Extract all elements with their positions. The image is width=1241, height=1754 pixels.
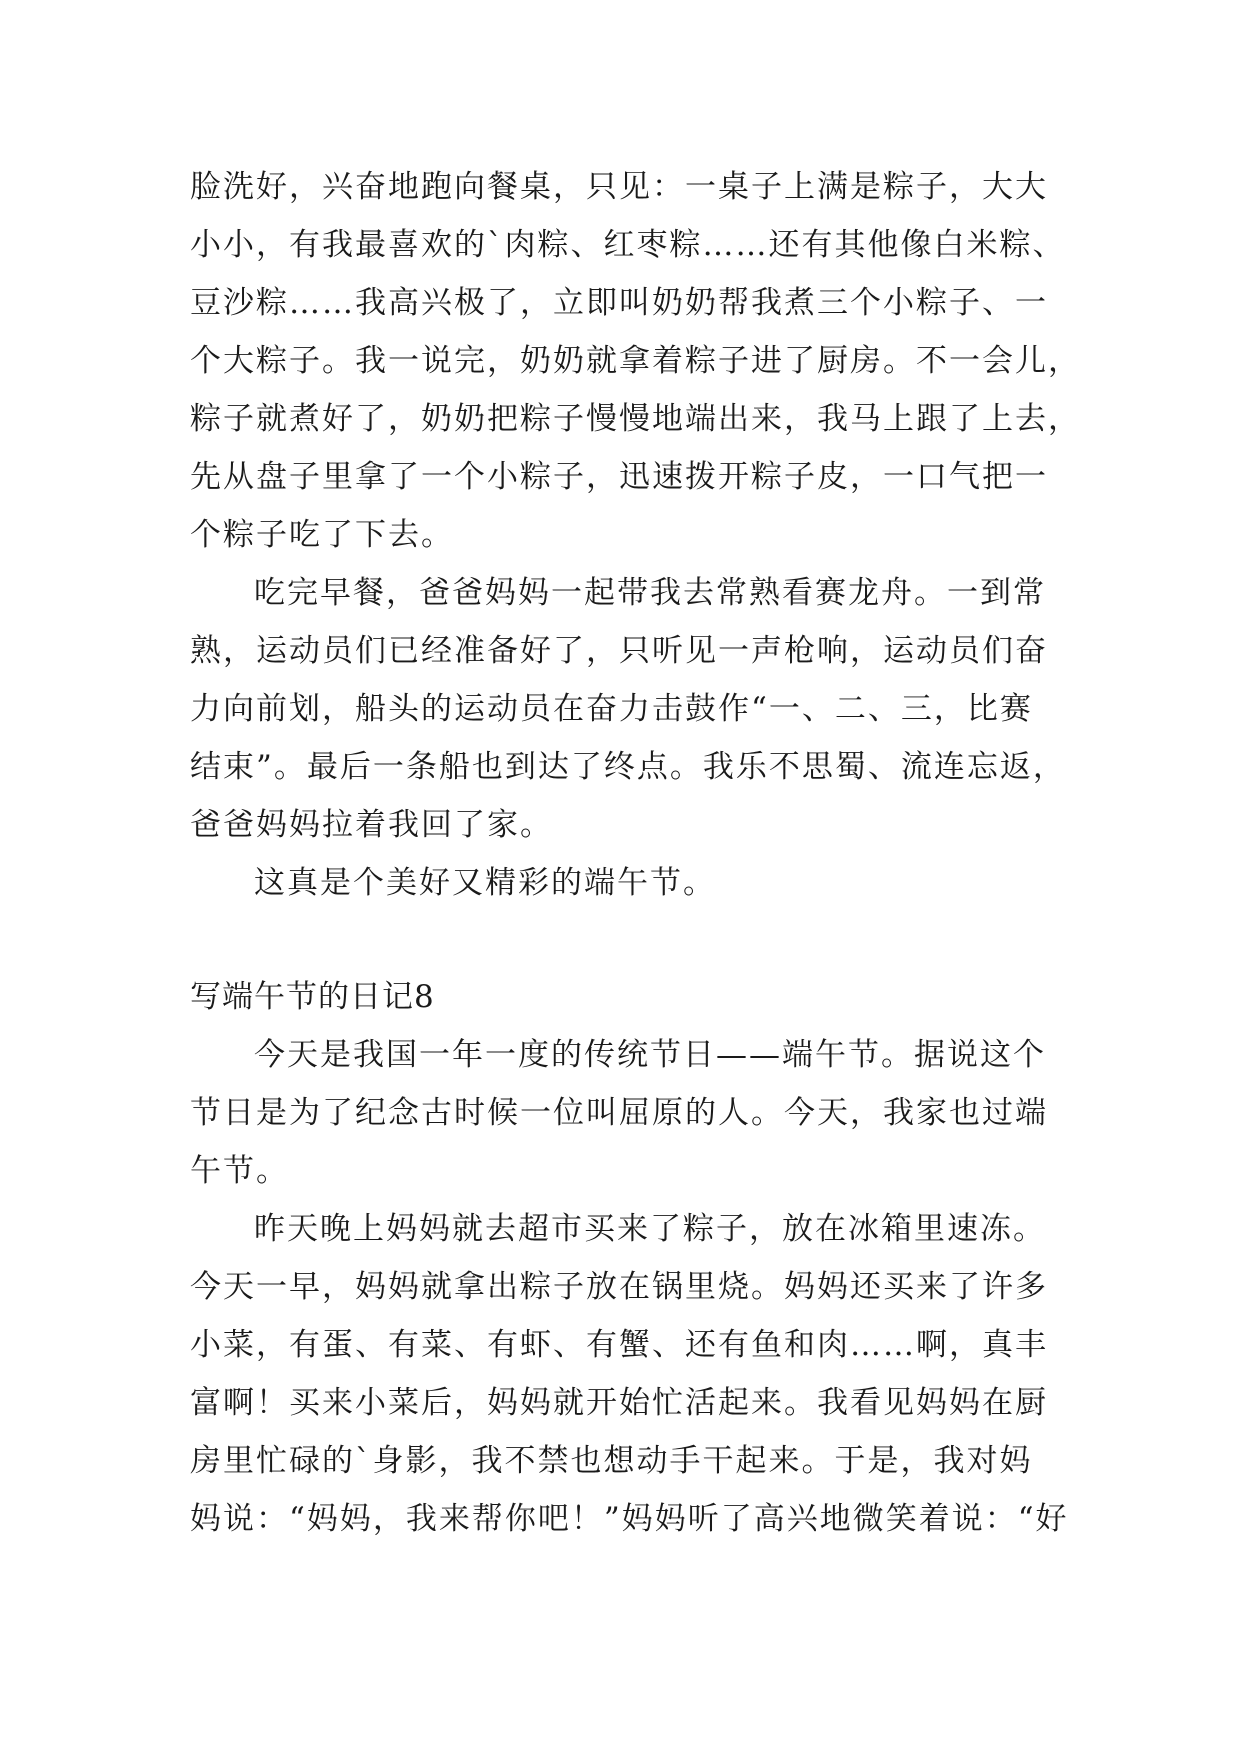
paragraph-line: 小小，有我最喜欢的`肉粽、红枣粽……还有其他像白米粽、 — [190, 227, 1066, 263]
paragraph-line: 小菜，有蛋、有菜、有虾、有蟹、还有鱼和肉……啊，真丰 — [190, 1327, 1048, 1363]
paragraph-line: 房里忙碌的`身影，我不禁也想动手干起来。于是，我对妈 — [190, 1443, 1033, 1479]
paragraph-line: 富啊！买来小菜后，妈妈就开始忙活起来。我看见妈妈在厨 — [190, 1385, 1048, 1421]
section-title: 写端午节的日记8 — [190, 979, 435, 1015]
paragraph-line: 节日是为了纪念古时候一位叫屈原的人。今天，我家也过端 — [190, 1095, 1048, 1131]
paragraph-line: 个大粽子。我一说完，奶奶就拿着粽子进了厨房。不一会儿， — [190, 343, 1081, 379]
paragraph-line: 豆沙粽……我高兴极了，立即叫奶奶帮我煮三个小粽子、一 — [190, 285, 1048, 321]
paragraph-line: 个粽子吃了下去。 — [190, 517, 454, 553]
paragraph-line: 力向前划，船头的运动员在奋力击鼓作“一、二、三，比赛 — [190, 691, 1033, 727]
paragraph-line: 先从盘子里拿了一个小粽子，迅速拨开粽子皮，一口气把一 — [190, 459, 1048, 495]
paragraph-line: 粽子就煮好了，奶奶把粽子慢慢地端出来，我马上跟了上去， — [190, 401, 1081, 437]
paragraph-line: 午节。 — [190, 1153, 289, 1189]
paragraph-line: 熟，运动员们已经准备好了，只听见一声枪响，运动员们奋 — [190, 633, 1048, 669]
paragraph-line: 脸洗好，兴奋地跑向餐桌，只见：一桌子上满是粽子，大大 — [190, 169, 1048, 205]
paragraph-line: 今天是我国一年一度的传统节日——端午节。据说这个 — [254, 1037, 1046, 1073]
paragraph-line: 结束”。最后一条船也到达了终点。我乐不思蜀、流连忘返， — [190, 749, 1066, 785]
paragraph-line: 妈说：“妈妈，我来帮你吧！”妈妈听了高兴地微笑着说：“好 — [190, 1501, 1069, 1537]
paragraph-line: 这真是个美好又精彩的端午节。 — [254, 865, 716, 901]
paragraph-line: 吃完早餐，爸爸妈妈一起带我去常熟看赛龙舟。一到常 — [254, 575, 1046, 611]
paragraph-line: 爸爸妈妈拉着我回了家。 — [190, 807, 553, 843]
paragraph-line: 今天一早，妈妈就拿出粽子放在锅里烧。妈妈还买来了许多 — [190, 1269, 1048, 1305]
paragraph-line: 昨天晚上妈妈就去超市买来了粽子，放在冰箱里速冻。 — [254, 1211, 1046, 1247]
